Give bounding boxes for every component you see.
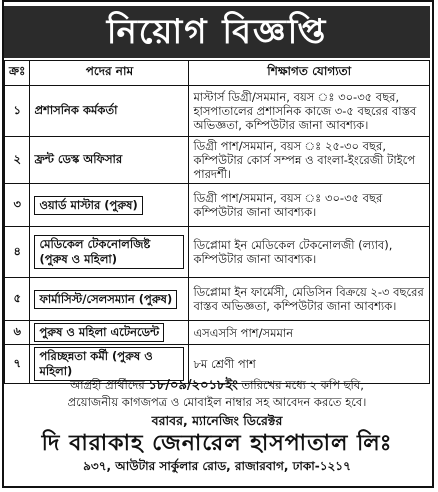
table-row [5,184,430,227]
row-serial: ৬ [5,321,30,345]
row-serial: ৩ [5,184,30,227]
hospital-name: দি বারাকাহ জেনারেল হাসপাতাল লিঃ [41,431,393,456]
apply-prefix: আগ্রহী প্রার্থীদের [70,378,145,392]
row-qualification: ডিপ্লোমা ইন মেডিকেল টেকনোলজী (ল্যাব), কম্পিউটার জানা আবশ্যক। [189,227,430,278]
hospital-address: ৯৩৭, আউটার সার্কুলার রোড, রাজারবাগ, ঢাকা-১২১৭ [83,459,351,473]
col-header-qualification: শিক্ষাগত যোগ্যতা [189,61,430,86]
ad-footer [4,377,430,474]
col-header-serial: ক্রঃ [5,61,30,86]
row-post-label: মেডিকেল টেকনোলজিষ্ট (পুরুষ ও মহিলা) [34,235,184,269]
apply-deadline-date: ১৮/০৯/২০১৮ইং [148,378,238,393]
table-row [5,278,430,321]
table-row [5,86,430,137]
row-post-label: ফার্মাসিস্ট/সেলসম্যান (পুরুষ) [34,290,177,309]
row-post-label: পুরুষ ও মহিলা এটেনডেন্ট [34,323,164,342]
row-post: ফ্রন্ট ডেস্ক অফিসার [30,137,189,184]
row-qualification: ডিগ্রী পাশ/সমমান, বয়স ঃ ৩০-৩৫ বছর কম্পিউটার জানা আবশ্যক। [189,184,430,227]
row-post [30,184,189,227]
row-qualification: মাস্টার্স ডিগ্রী/সমমান, বয়স ঃ ৩০-৩৫ বছর, হাসপাতালের প্রশাসনিক কাজে ৩-৫ বছরের বাস্তব অভিজ্ঞতা, কম্পিউটার জানা আবশ্যক। [189,86,430,137]
row-qualification: এসএসসি পাশ/সমমান [189,321,430,345]
row-post [30,278,189,321]
row-serial: ৪ [5,227,30,278]
row-post-label: পরিচ্ছন্নতা কর্মী (পুরুষ ও মহিলা) [34,347,184,381]
table-row [5,227,430,278]
apply-line-2: প্রয়োজনীয় কাগজপত্র ও মোবাইল নাম্বার সহ আবেদন করতে হবে। [67,395,367,409]
jobs-table [4,60,430,384]
ad-title: নিয়োগ বিজ্ঞপ্তি [4,6,430,58]
row-post [30,321,189,345]
row-serial: ৭ [5,345,30,384]
row-post-label: ওয়ার্ড মাস্টার (পুরুষ) [34,196,142,215]
row-serial: ৫ [5,278,30,321]
addressed-to: বরাবর, ম্যানেজিং ডিরেক্টর [151,413,283,428]
col-header-post: পদের নাম [30,61,189,86]
apply-suffix: তারিখের মধ্যে ২ কপি ছবি, [241,378,364,392]
row-post [30,227,189,278]
row-serial: ১ [5,86,30,137]
row-serial: ২ [5,137,30,184]
table-row [5,137,430,184]
row-post: প্রশাসনিক কর্মকর্তা [30,86,189,137]
row-qualification: ডিগ্রী পাশ/সমমান, বয়স ঃ ২৫-৩০ বছর, কম্পিউটার কোর্স সম্পন্ন ও বাংলা-ইংরেজী টাইপে পারদর্শী। [189,137,430,184]
row-qualification: ৮ম শ্রেণী পাশ [189,345,430,384]
application-instructions [4,377,430,410]
row-qualification: ডিপ্লোমা ইন ফার্মেসী, মেডিসিন বিক্রয়ে ২-৩ বছরের বাস্তব অভিজ্ঞতা, কম্পিউটার জানা আবশ্যক। [189,278,430,321]
table-row [5,321,430,345]
